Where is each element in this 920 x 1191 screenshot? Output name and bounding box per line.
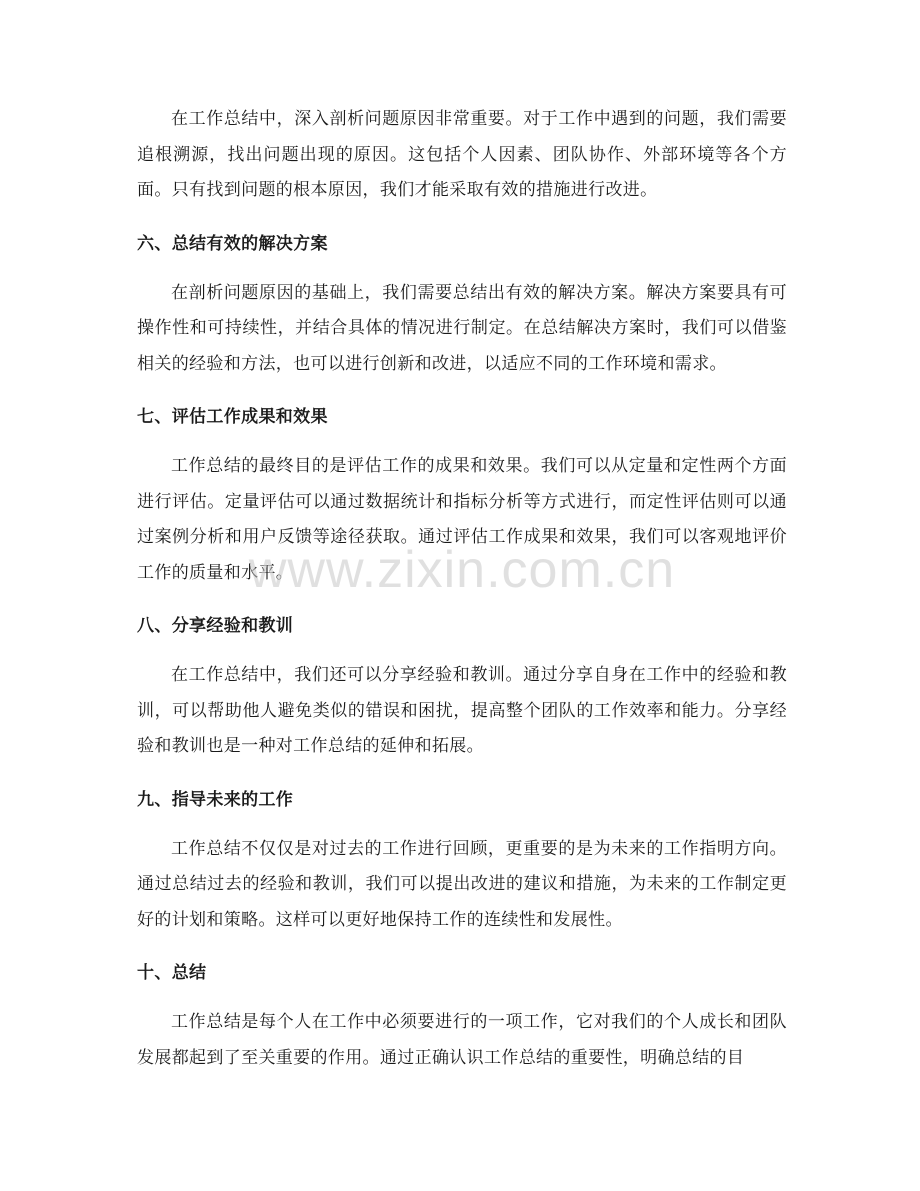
- heading-section-10: 十、总结: [137, 963, 207, 983]
- paragraph-future-guidance: 工作总结不仅仅是对过去的工作进行回顾，更重要的是为未来的工作指明方向。通过总结过去的经验和教训，我们可以提出改进的建议和措施，为未来的工作制定更好的计划和策略。这样可以更好地保持工作的连续性和发展性。: [137, 838, 787, 930]
- watermark-text: www.zixin.com.cn: [248, 541, 676, 599]
- paragraph-solutions: 在剖析问题原因的基础上，我们需要总结出有效的解决方案。解决方案要具有可操作性和可持续性，并结合具体的情况进行制定。在总结解决方案时，我们可以借鉴相关的经验和方法，也可以进行创新和改进，以适应不同的工作环境和需求。: [137, 282, 787, 374]
- heading-section-8: 八、分享经验和教训: [137, 616, 294, 636]
- heading-section-9: 九、指导未来的工作: [137, 789, 294, 810]
- paragraph-evaluation: 工作总结的最终目的是评估工作的成果和效果。我们可以从定量和定性两个方面进行评估。定量评估可以通过数据统计和指标分析等方式进行，而定性评估则可以通过案例分析和用户反馈等途径获取。通过评估工作成果和效果，我们可以客观地评价工作的质量和水平。: [137, 456, 787, 583]
- paragraph-problem-analysis: 在工作总结中，深入剖析问题原因非常重要。对于工作中遇到的问题，我们需要追根溯源，找出问题出现的原因。这包括个人因素、团队协作、外部环境等各个方面。只有找到问题的根本原因，我们才能采取有效的措施进行改进。: [137, 109, 787, 200]
- document-body: [137, 102, 787, 1076]
- paragraph-sharing: 在工作总结中，我们还可以分享经验和教训。通过分享自身在工作中的经验和教训，可以帮助他人避免类似的错误和困扰，提高整个团队的工作效率和能力。分享经验和教训也是一种对工作总结的延伸和拓展。: [137, 665, 787, 756]
- heading-section-7: 七、评估工作成果和效果: [137, 407, 328, 427]
- paragraph-conclusion: 工作总结是每个人在工作中必须要进行的一项工作，它对我们的个人成长和团队发展都起到了至关重要的作用。通过正确认识工作总结的重要性，明确总结的目: [137, 1012, 787, 1068]
- heading-section-6: 六、总结有效的解决方案: [137, 233, 328, 254]
